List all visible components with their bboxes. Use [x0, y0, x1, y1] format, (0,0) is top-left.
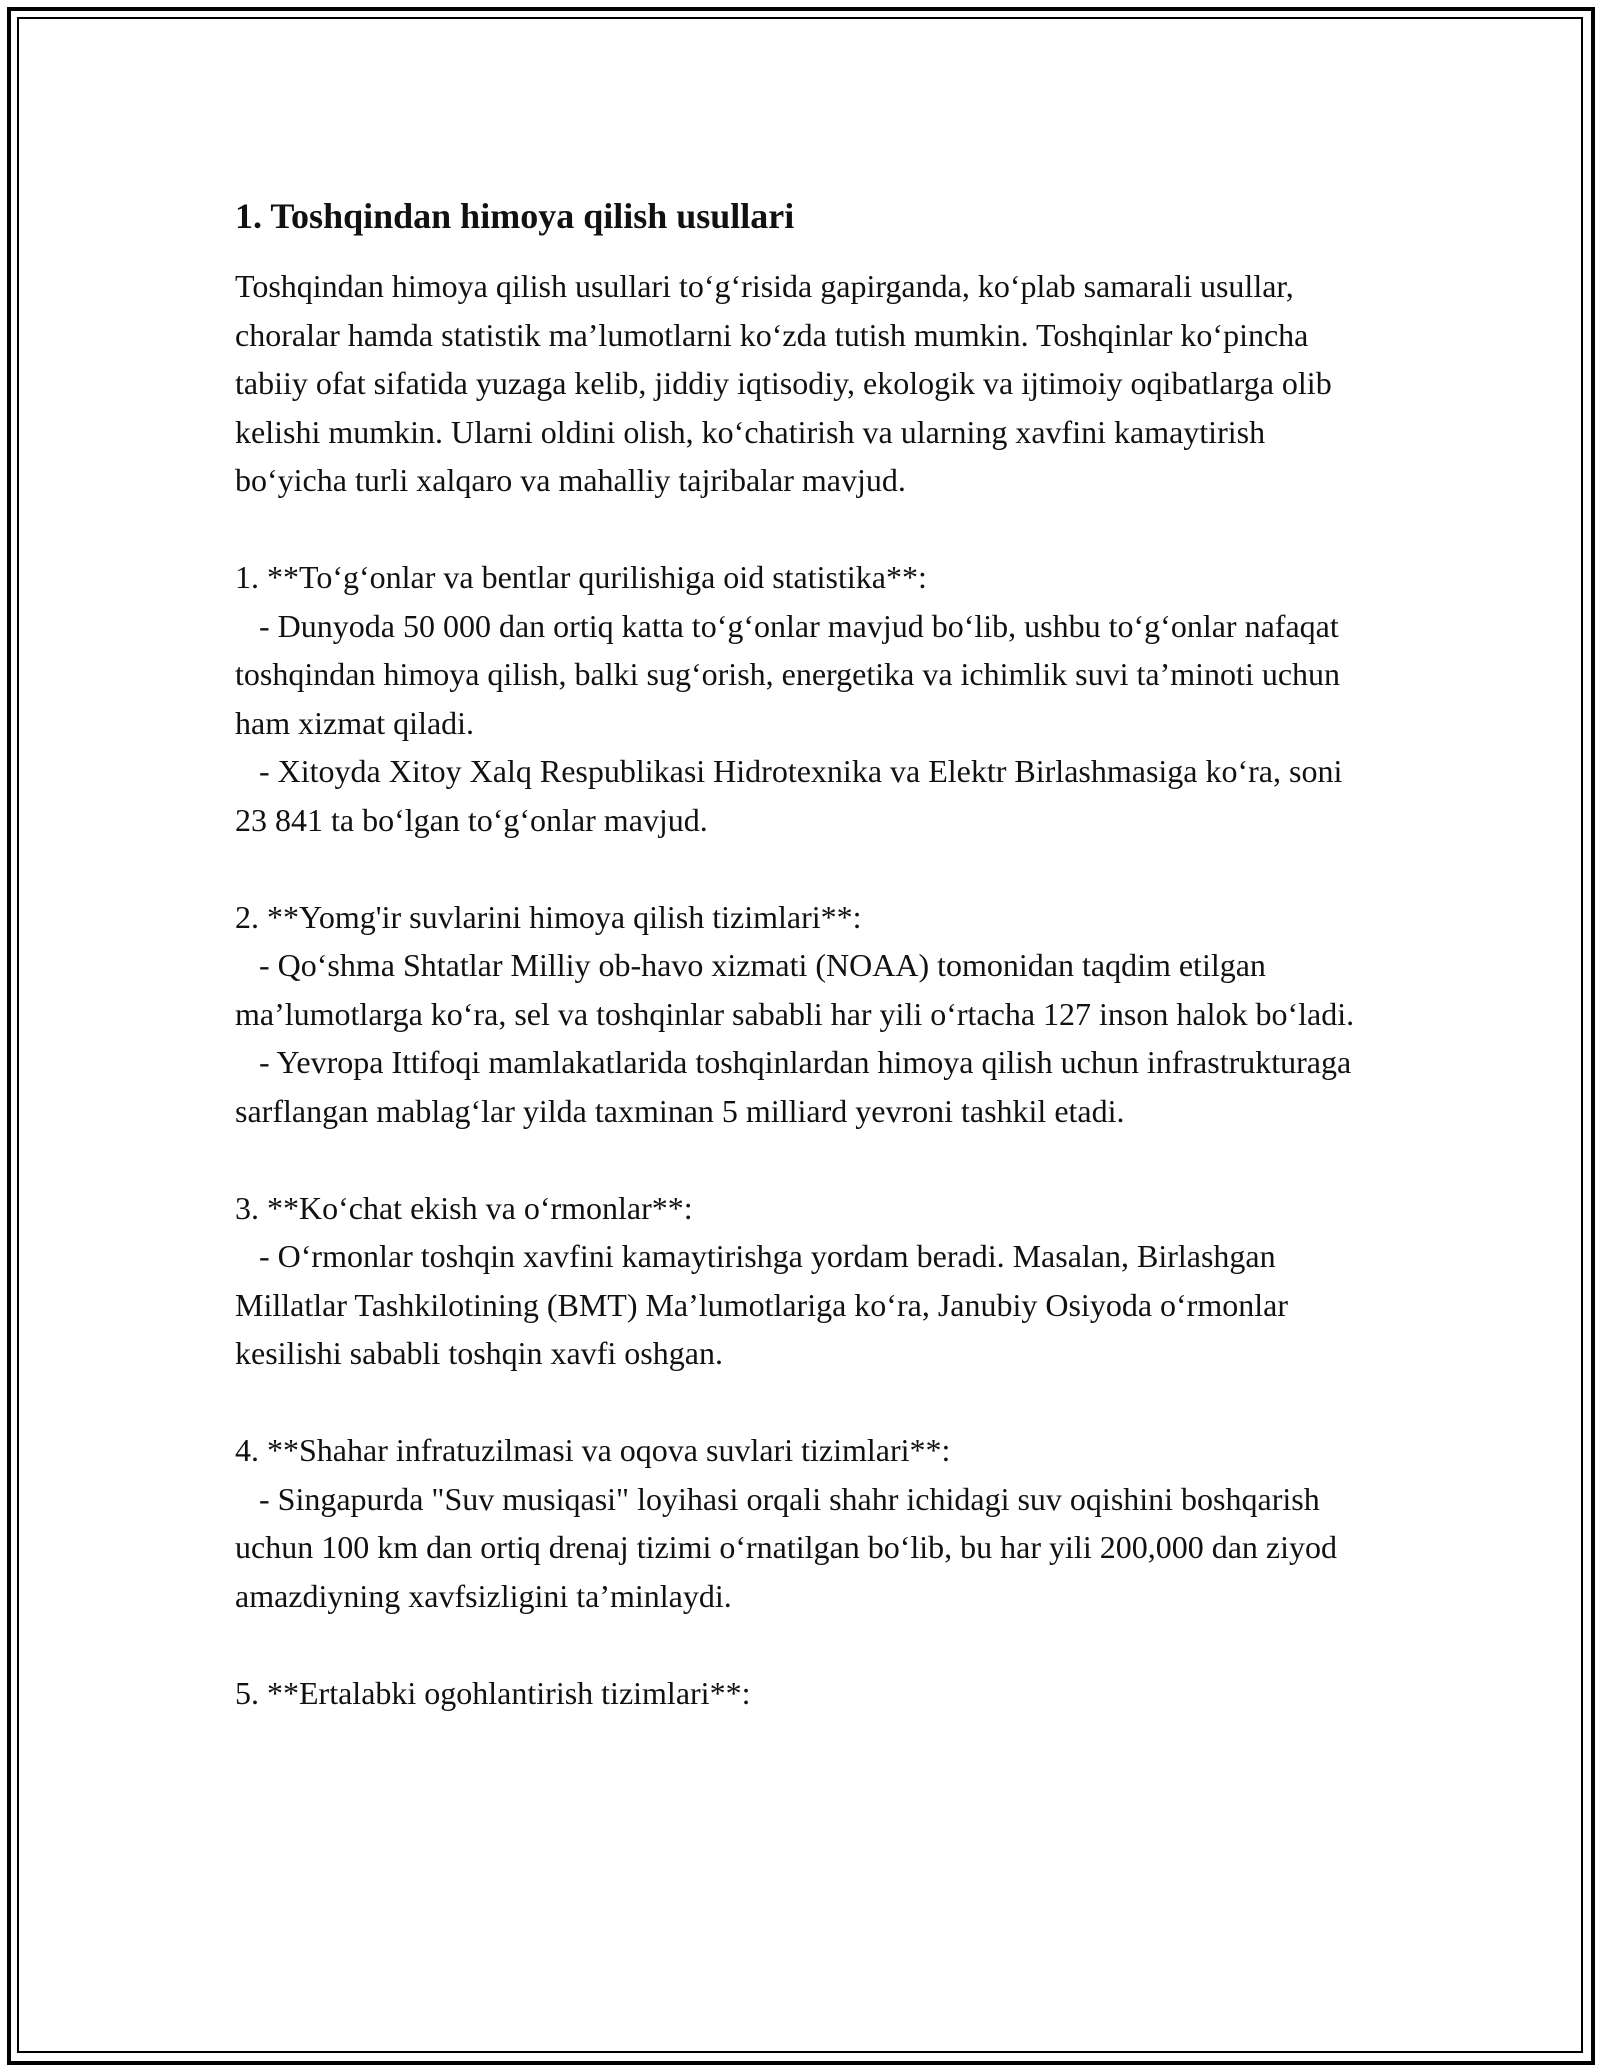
section-2-item-2: - Yevropa Ittifoqi mamlakatlarida toshqinlardan himoya qilish uchun infrastrukturaga sarflangan mablag‘lar yilda taxminan 5 milliard yevroni tashkil etadi.	[235, 1044, 1360, 1129]
section-1-item-1: - Dunyoda 50 000 dan ortiq katta to‘g‘onlar mavjud bo‘lib, ushbu to‘g‘onlar nafaqat toshqindan himoya qilish, balki sug‘orish, energetika va ichimlik suvi ta’minoti uchun ham xizmat qiladi.	[235, 607, 1349, 741]
document-heading: 1. Toshqindan himoya qilish usullari	[235, 196, 795, 236]
section-5-title: 5. **Ertalabki ogohlantirish tizimlari**:	[235, 1674, 751, 1711]
document-body	[235, 190, 1365, 1717]
paragraph-gap	[235, 1620, 1365, 1669]
section-3-item-1: - O‘rmonlar toshqin xavfini kamaytirishga yordam beradi. Masalan, Birlashgan Millatlar Tashkilotining (BMT) Ma’lumotlariga ko‘ra, Janubiy Osiyoda o‘rmonlar kesilishi sababli toshqin xavfi oshgan.	[235, 1238, 1296, 1371]
section-3-title: 3. **Ko‘chat ekish va o‘rmonlar**:	[235, 1189, 693, 1226]
section-1-title: 1. **To‘g‘onlar va bentlar qurilishiga oid statistika**:	[235, 559, 927, 595]
paragraph-gap	[235, 1135, 1365, 1184]
section-2-title: 2. **Yomg'ir suvlarini himoya qilish tizimlari**:	[235, 898, 862, 935]
paragraph-gap	[235, 1378, 1365, 1427]
section-4-item-1: - Singapurda "Suv musiqasi" loyihasi orqali shahr ichidagi suv oqishini boshqarish uchun 100 km dan ortiq drenaj tizimi o‘rnatilgan bo‘lib, bu har yili 200,000 dan ziyod amazdiyning xavfsizligini ta’minlaydi.	[235, 1480, 1345, 1614]
paragraph-gap	[235, 844, 1365, 893]
paragraph-gap	[235, 505, 1365, 554]
section-2-item-1: - Qo‘shma Shtatlar Milliy ob-havo xizmati (NOAA) tomonidan taqdim etilgan ma’lumotlarga ko‘ra, sel va toshqinlar sababli har yili o‘rtacha 127 inson halok bo‘ladi.	[235, 947, 1355, 1032]
intro-paragraph: Toshqindan himoya qilish usullari to‘g‘risida gapirganda, ko‘plab samarali usullar, choralar hamda statistik ma’lumotlarni ko‘zda tutish mumkin. Toshqinlar ko‘pincha tabiiy ofat sifatida yuzaga kelib, jiddiy iqtisodiy, ekologik va ijtimoiy oqibatlarga olib kelishi mumkin. Ularni oldini olish, ko‘chatirish va ularning xavfini kamaytirish bo‘yicha turli xalqaro va mahalliy tajribalar mavjud.	[235, 268, 1340, 498]
section-4-title: 4. **Shahar infratuzilmasi va oqova suvlari tizimlari**:	[235, 1432, 951, 1468]
section-1-item-2: - Xitoyda Xitoy Xalq Respublikasi Hidrotexnika va Elektr Birlashmasiga ko‘ra, soni 23 841 ta bo‘lgan to‘g‘onlar mavjud.	[235, 753, 1351, 838]
